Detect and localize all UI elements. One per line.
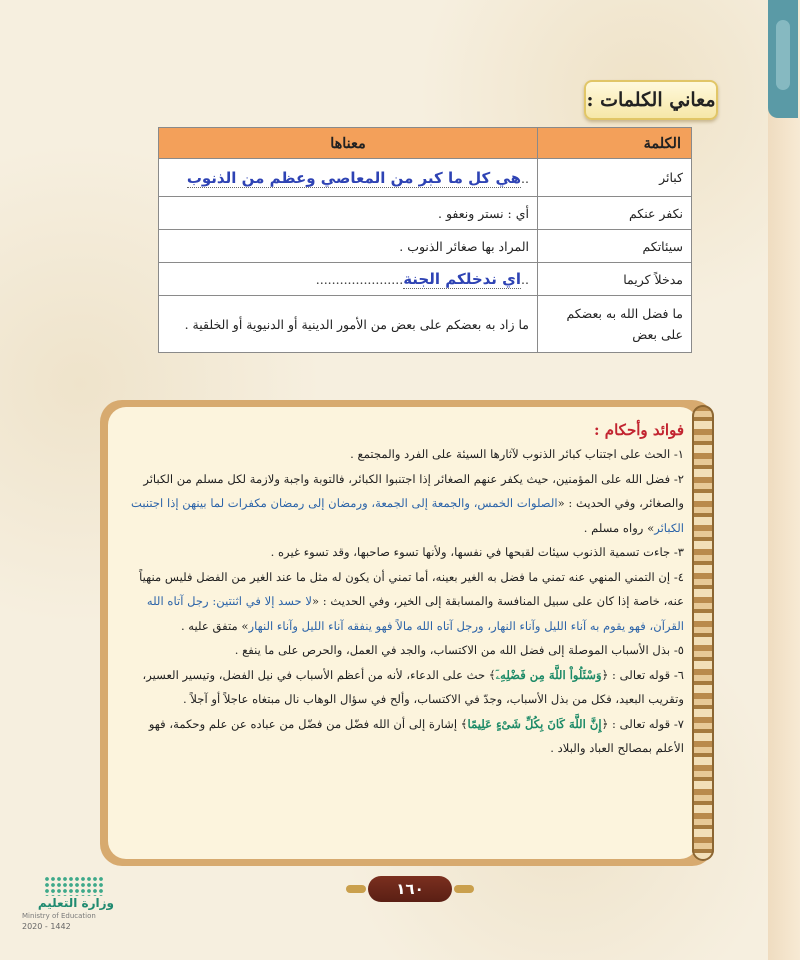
table-row	[159, 263, 692, 296]
meaning-cell: المراد بها صغائر الذنوب .	[159, 230, 538, 263]
logo-year: 2020 - 1442	[22, 922, 71, 931]
benefit-text: » متفق عليه .	[180, 618, 249, 633]
header-word: الكلمة	[538, 128, 692, 159]
handwritten-answer: اي ندخلكم الجنة	[403, 270, 522, 288]
decorative-border-icon	[692, 405, 714, 861]
quran-verse: إِنَّ اللَّهَ كَانَ بِكُلِّ شَىْءٍ عَلِيمًا	[467, 716, 602, 731]
page-number: ١٦٠	[368, 876, 452, 902]
fill-dots: ..	[521, 170, 529, 186]
section-title: معاني الكلمات :	[584, 80, 718, 120]
table-row	[159, 159, 692, 197]
benefit-text: ٢- فضل الله على المؤمنين، حيث يكفر عنهم الصغائر إذا اجتنبوا الكبائر، فالتوبة واجبة ولازمة لكل مسلم من الكبائر والصغائر، وفي الحديث : «	[143, 471, 684, 510]
table-row	[159, 197, 692, 230]
meaning-cell	[159, 263, 538, 296]
table-row	[159, 296, 692, 353]
ministry-logo	[14, 876, 114, 938]
benefits-content	[118, 418, 684, 858]
meaning-cell: أي : نستر ونعفو .	[159, 197, 538, 230]
benefit-item-4	[118, 565, 684, 639]
benefit-item-1: ١- الحث على اجتناب كبائر الذنوب لآثارها السيئة على الفرد والمجتمع .	[350, 447, 684, 461]
benefit-item-3: ٣- جاءت تسمية الذنوب سيئات لقبحها في نفسها، ولأنها تسوء صاحبها، وقد تسوء غيره .	[270, 545, 684, 559]
benefits-title: فوائد وأحكام :	[594, 421, 684, 439]
word-cell: ما فضل الله به بعضكم على بعض	[538, 296, 692, 353]
logo-english-text: Ministry of Education	[22, 912, 96, 920]
benefit-item-5: ٥- بذل الأسباب الموصلة إلى فضل الله من الاكتساب، والجد في العمل، والحرص على ما ينفع .	[234, 643, 684, 657]
benefit-text: ﴾ إشارة إلى أن الله فضّل من فضّل من عباده عن علم وحكمة، فهو الأعلم بمصالح العباد والبلاد .	[148, 716, 684, 755]
benefit-text: » رواه مسلم .	[583, 520, 655, 535]
handwritten-answer: هي كل ما كبر من المعاصي وعظم من الذنوب	[186, 168, 522, 187]
table-row	[159, 230, 692, 263]
tab-marker	[768, 0, 798, 118]
benefit-text: ﴾ حث على الدعاء، لأنه من أعظم الأسباب في نيل الفضل، وتيسير العسير، وتقريب البعيد، فكل من بذل الأسباب، وجدّ في الاكتساب، وألح في سؤال الوهاب نال مبتغاه عاجلاً أو آجلاً .	[142, 667, 684, 706]
page-edge-tab	[768, 0, 800, 960]
vocab-table	[158, 127, 692, 353]
header-meaning: معناها	[159, 128, 538, 159]
word-cell: كبائر	[538, 159, 692, 197]
meaning-cell: ما زاد به بعضكم على بعض من الأمور الدينية أو الدنيوية أو الخلقية .	[159, 296, 538, 353]
benefit-item-7	[118, 712, 684, 761]
word-cell: مدخلاً كريما	[538, 263, 692, 296]
meaning-cell	[159, 159, 538, 197]
benefit-item-6	[118, 663, 684, 712]
table-header-row	[159, 128, 692, 159]
fill-dots: ..	[521, 272, 529, 287]
logo-arabic-text: وزارة التعليم	[37, 896, 114, 910]
quran-verse: وَسْئَلُواْ اللَّهَ مِن فَضْلِهِۦٓ	[495, 667, 602, 682]
word-cell: نكفر عنكم	[538, 197, 692, 230]
hadith-quote: لا حسد إلا في اثنتين: رجل آتاه الله القرآن، فهو يقوم به آناء الليل وآناء النهار، ورجل آتاه الله مالاً فهو ينفقه آناء الليل وآناء النهار	[146, 594, 684, 633]
benefit-item-2	[118, 467, 684, 541]
fill-dots: ......................	[315, 272, 404, 287]
logo-dots-icon	[44, 876, 104, 896]
benefit-text: ٧- قوله تعالى : ﴿	[601, 716, 684, 731]
benefit-text: ٦- قوله تعالى : ﴿	[601, 667, 684, 682]
hadith-quote: الصلوات الخمس، والجمعة إلى الجمعة، ورمضان إلى رمضان مكفرات لما بينهن إذا اجتنبت الكبائر	[131, 496, 684, 535]
benefit-text: ٤- إن التمني المنهي عنه تمني ما فضل به الغير بعينه، أما تمني أن يكون له مثل ما عند الغير من الفضل فليس منهياً عنه، خاصة إذا كان على سبيل المنافسة والمسابقة إلى الخير، وفي الحديث : «	[139, 569, 684, 608]
word-cell: سيئاتكم	[538, 230, 692, 263]
